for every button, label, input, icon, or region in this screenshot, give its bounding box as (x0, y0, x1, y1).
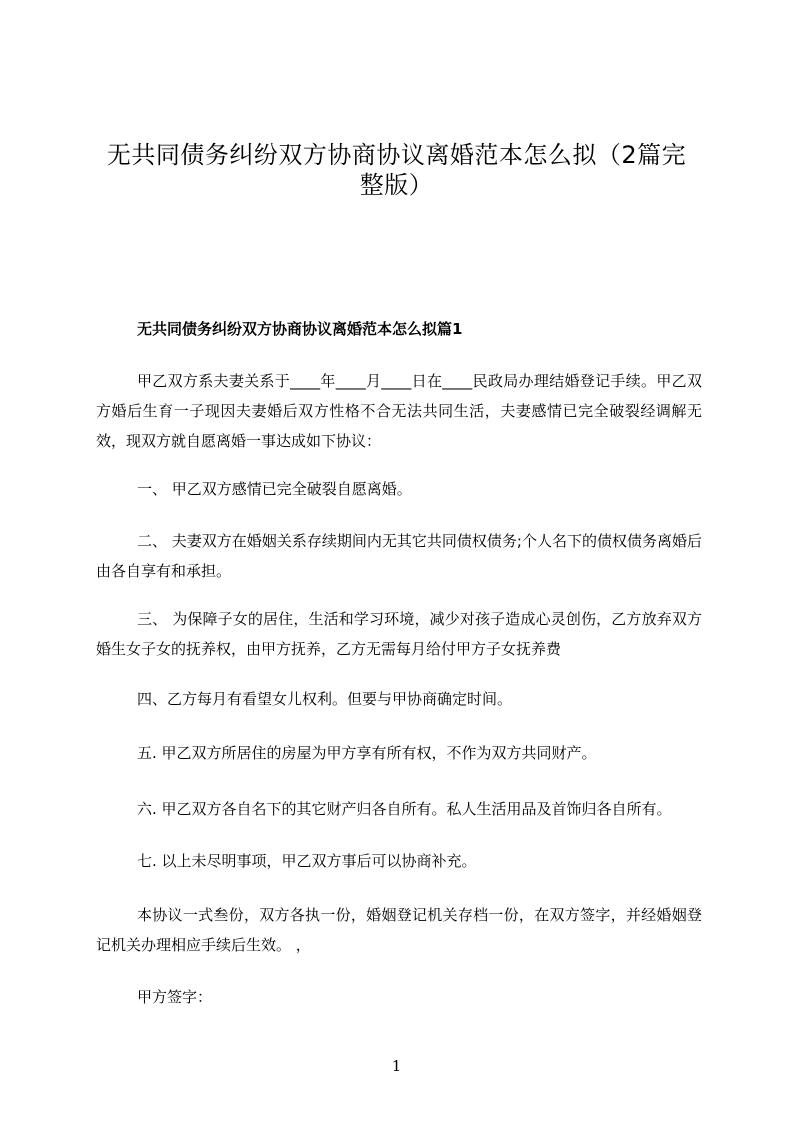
section-heading: 无共同债务纠纷双方协商协议离婚范本怎么拟篇1 (137, 320, 463, 338)
clause-5: 五. 甲乙双方所居住的房屋为甲方享有所有权，不作为双方共同财产。 (137, 744, 597, 762)
page-title: 无共同债务纠纷双方协商协议离婚范本怎么拟（2篇完整版） (106, 141, 687, 199)
clause-4: 四、乙方每月有看望女儿权利。但要与甲协商确定时间。 (137, 690, 513, 708)
intro-paragraph: 甲乙双方系夫妻关系于____年____月____日在____民政局办理结婚登记手续。甲乙双方婚后生育一子现因夫妻婚后双方性格不合无法共同生活，夫妻感情已完全破裂经调解无效，现双方就自愿离婚一事达成如下协议： (96, 372, 702, 450)
clause-6: 六. 甲乙双方各自名下的其它财产归各自所有。私人生活用品及首饰归各自所有。 (137, 800, 672, 818)
clause-2: 二、 夫妻双方在婚姻关系存续期间内无其它共同债权债务;个人名下的债权债务离婚后由各自享有和承担。 (96, 532, 702, 580)
clause-1: 一、 甲乙双方感情已完全破裂自愿离婚。 (137, 480, 412, 498)
signature-party-a: 甲方签字： (137, 988, 213, 1006)
clause-3: 三、 为保障子女的居住，生活和学习环境，减少对孩子造成心灵创伤，乙方放弃双方婚生女子女的抚养权，由甲方抚养，乙方无需每月给付甲方子女抚养费 (96, 610, 702, 658)
closing-paragraph: 本协议一式叁份，双方各执一份，婚姻登记机关存档一份，在双方签字，并经婚姻登记机关办理相应手续后生效。 ， (96, 906, 702, 954)
clause-7: 七. 以上未尽明事项，甲乙双方事后可以协商补充。 (137, 852, 477, 870)
page-number: 1 (391, 1057, 402, 1075)
